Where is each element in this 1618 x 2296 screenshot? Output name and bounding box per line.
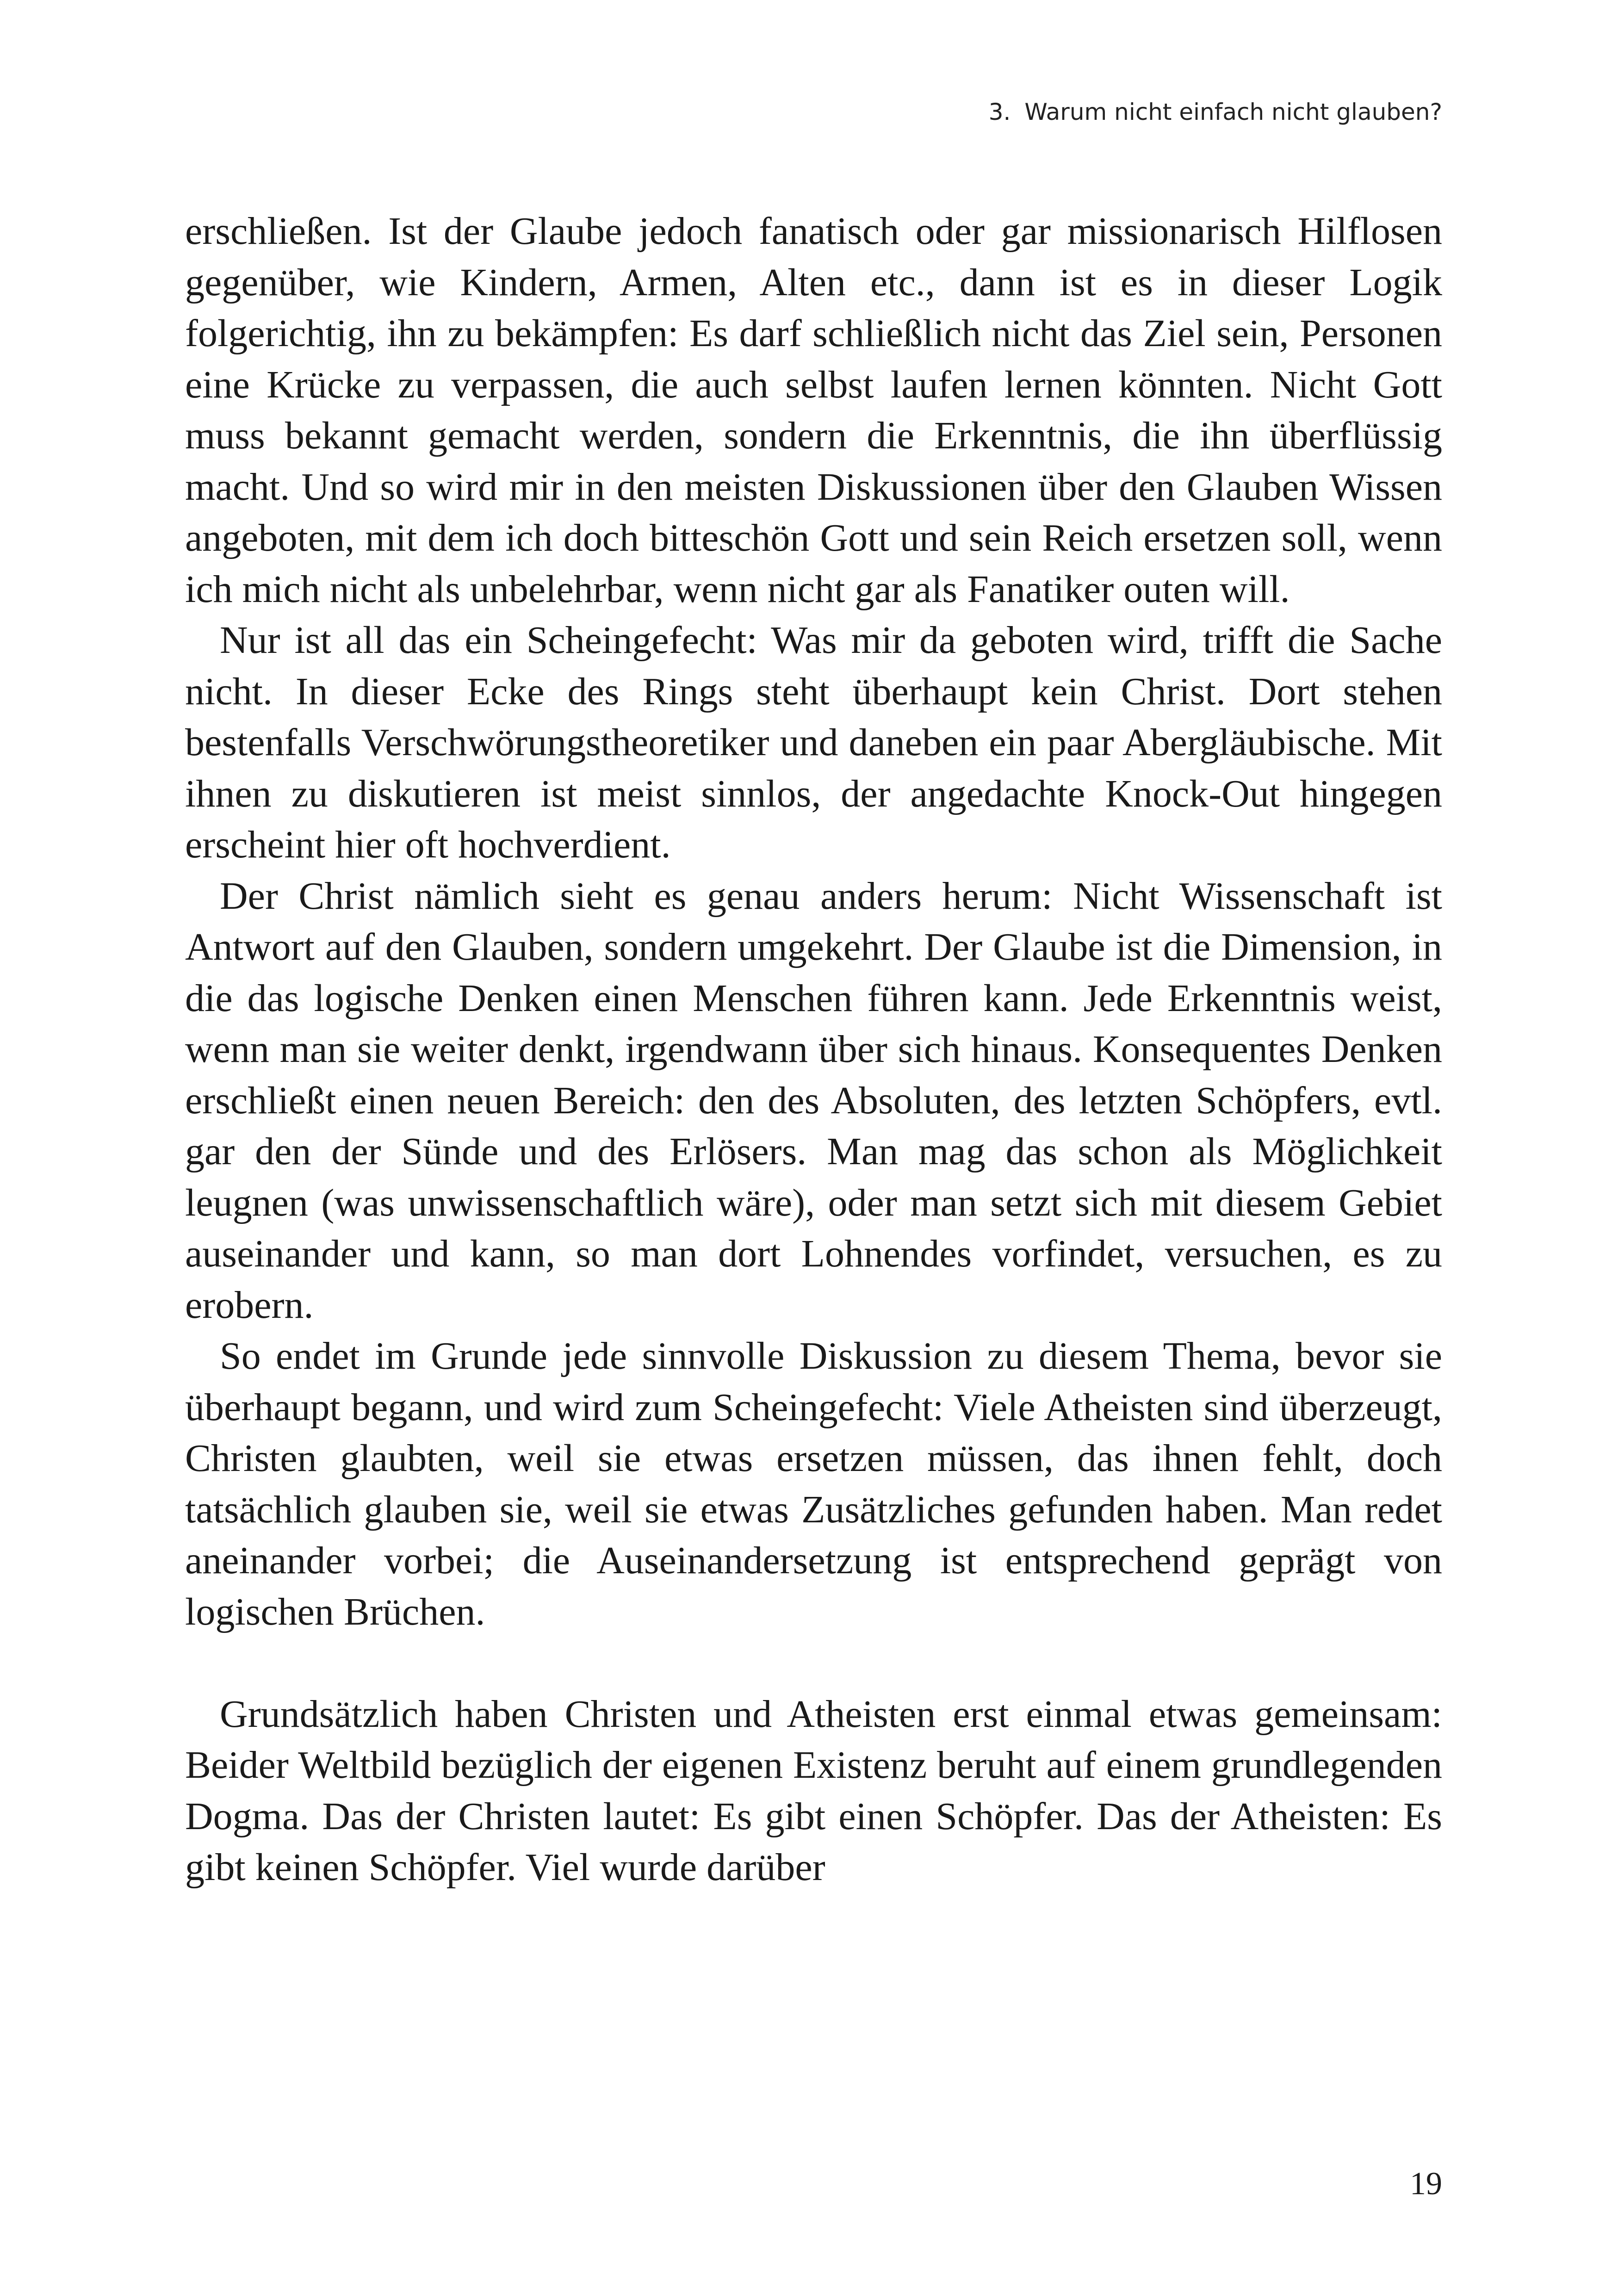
paragraph-new-section: Grundsätzlich haben Christen und Atheisten erst einmal etwas gemeinsam: Beider Weltbild bezüglich der eigenen Existenz beruht auf einem grundlegenden Dogma. Das der Christen lautet: Es gibt einen Schöpfer. Das der Atheisten: Es gibt keinen Schöpfer. Viel wurde darüber bbox=[185, 1692, 1442, 1889]
paragraph: Nur ist all das ein Scheingefecht: Was mir da geboten wird, trifft die Sache nicht. In dieser Ecke des Rings steht überhaupt kein Christ. Dort stehen bestenfalls Verschwörungstheoretiker und daneben ein paar Abergläubische. Mit ihnen zu diskutieren ist meist sinnlos, der angedachte Knock-Out hingegen erscheint hier oft hochverdient. bbox=[185, 619, 1442, 866]
chapter-title: Warum nicht einfach nicht glauben? bbox=[1024, 99, 1442, 125]
paragraph-continued: erschließen. Ist der Glaube jedoch fanatisch oder gar missionarisch Hilflosen gegenüber, wie Kindern, Armen, Alten etc., dann ist es in dieser Logik folgerichtig, ihn zu bekämpfen: Es darf schließlich nicht das Ziel sein, Personen eine Krücke zu verpassen, die auch selbst laufen lernen könnten. Nicht Gott muss bekannt gemacht werden, sondern die Erkenntnis, die ihn überflüssig macht. Und so wird mir in den meisten Diskussionen über den Glauben Wissen angeboten, mit dem ich doch bitteschön Gott und sein Reich ersetzen soll, wenn ich mich nicht als unbelehrbar, wenn nicht gar als Fanatiker outen will. bbox=[185, 210, 1442, 611]
running-head bbox=[989, 98, 1442, 126]
chapter-number: 3. bbox=[988, 99, 1011, 125]
body-text bbox=[185, 206, 1442, 1893]
page-number: 19 bbox=[1410, 2166, 1442, 2202]
paragraph: Der Christ nämlich sieht es genau anders herum: Nicht Wissenschaft ist Antwort auf den Glauben, sondern umgekehrt. Der Glaube ist die Dimension, in die das logische Denken einen Menschen führen kann. Jede Erkenntnis weist, wenn man sie weiter denkt, irgendwann über sich hinaus. Konsequentes Denken erschließt einen neuen Bereich: den des Absoluten, des letzten Schöpfers, evtl. gar den der Sünde und des Erlösers. Man mag das schon als Möglichkeit leugnen (was unwissenschaftlich wäre), oder man setzt sich mit diesem Gebiet auseinander und kann, so man dort Lohnendes vorfindet, versuchen, es zu erobern. bbox=[185, 874, 1442, 1327]
paragraph: So endet im Grunde jede sinnvolle Diskussion zu diesem Thema, bevor sie überhaupt begann, und wird zum Scheingefecht: Viele Atheisten sind überzeugt, Christen glaubten, weil sie etwas ersetzen müssen, das ihnen fehlt, doch tatsächlich glauben sie, weil sie etwas Zusätzliches gefunden haben. Man redet aneinander vorbei; die Auseinandersetzung ist entsprechend geprägt von logischen Brüchen. bbox=[185, 1334, 1442, 1633]
